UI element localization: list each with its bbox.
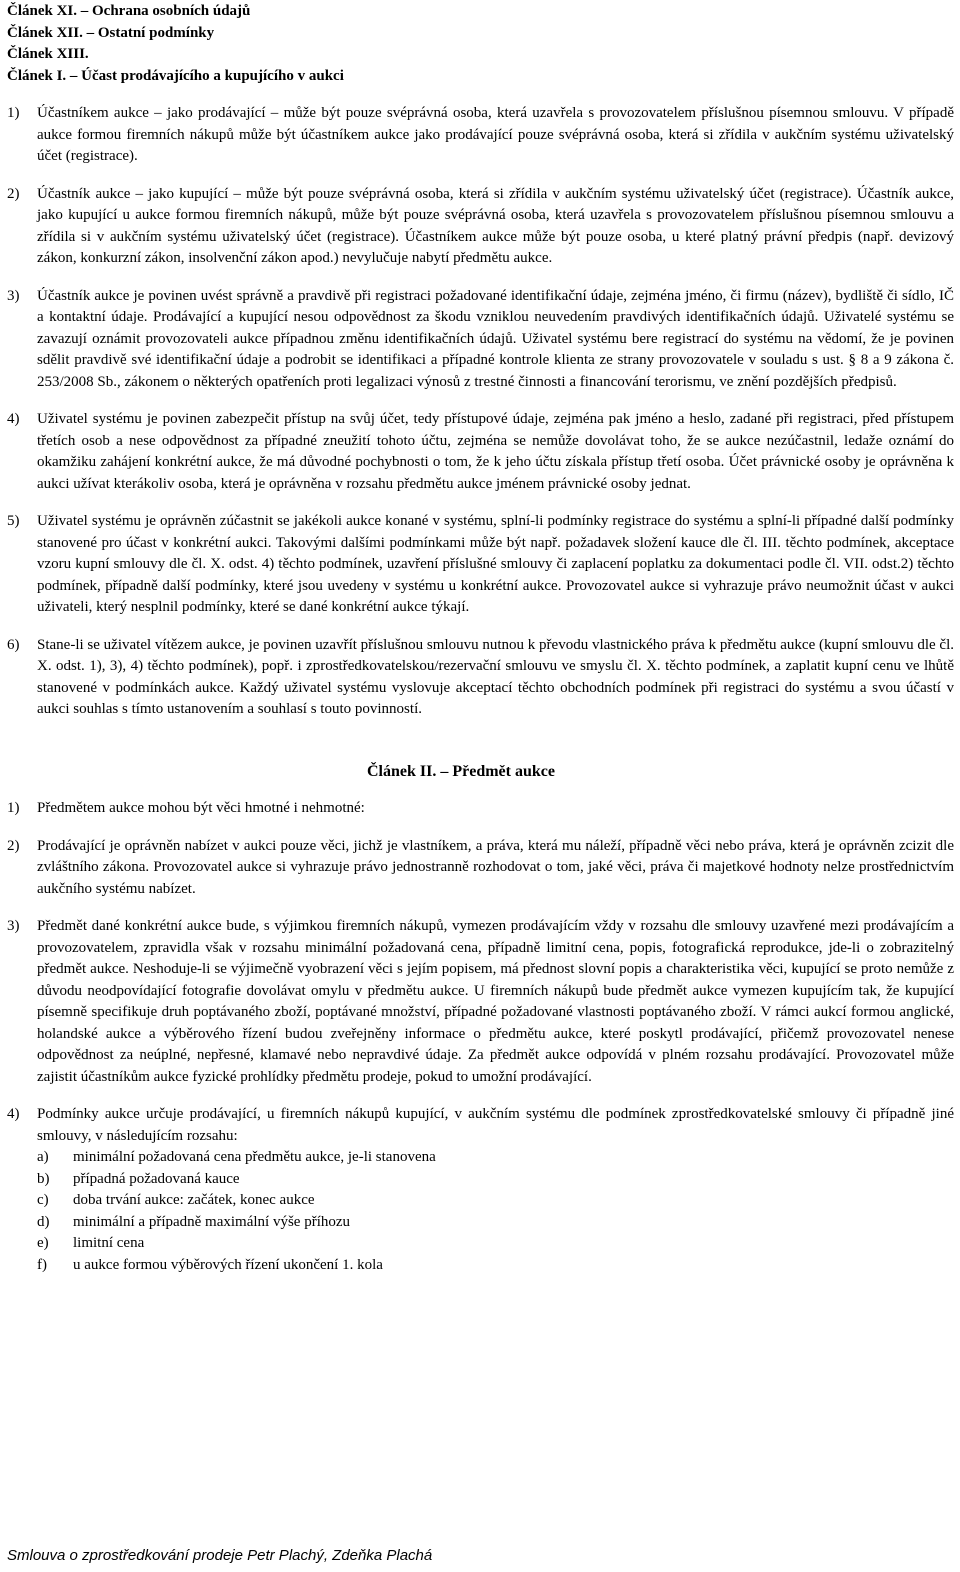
paragraph-number: 4) [7, 411, 20, 427]
paragraph [7, 103, 954, 168]
list-item [37, 1190, 954, 1212]
list-item-text: případná požadovaná kauce [73, 1170, 240, 1187]
paragraph-text: Uživatel systému je povinen zabezpečit přístup na svůj účet, tedy přístupové údaje, zejména pak jméno a heslo, zadané při registraci, před přístupem třetích osob a nese odpovědnost za případné zneužití tohoto účtu, zejména se nemůže dovolávat toho, že se aukce nezúčastnil, ledaže oznámí do okamžiku zahájení konkrétní aukce, že má důvodné pochybnosti o tom, že k jeho účtu získala přístup třetí osoba. Účet právnické osoby je oprávněna k aukci užívat kterákoliv osoba, která je oprávněna v rozsahu předmětu aukce jménem právnické osoby jednat. [37, 411, 954, 492]
document-page [7, 1, 954, 1276]
paragraph-text: Předmět dané konkrétní aukce bude, s výjimkou firemních nákupů, vymezen prodávajícím vždy v rozsahu dle smlouvy uzavřené mezi prodávajícím a provozovatelem, zpravidla však v rozsahu minimální požadovaná cena, případně limitní cena, popis, fotografická reprodukce, jde-li o zobrazitelný předmět aukce. Neshoduje-li se výjimečně vyobrazení věci s jejím popisem, má přednost slovní popis a charakteristika věci, kupující se proto nemůže z důvodu neodpovídající fotografie dovolávat omylu v předmětu aukce. U firemních nákupů bude předmět aukce vymezen kupujícím tak, že kupující písemně specifikuje druh poptávaného zboží, poptávané množství, případné požadované vlastnosti poptávaného zboží. V rámci aukcí formou anglické, holandské aukce a výběrového řízení budou zveřejněny informace o předmětu aukce, které poskytl prodávající, přičemž provozovatel nenese odpovědnost za neúplné, nepřesné, klamavé nebo nepravdivé údaje. Za předmět aukce odpovídá v plném rozsahu prodávající. Provozovatel může zajistit účastníkům aukce fyzické prohlídky předmětu prodeje, pokud to umožní prodávající. [37, 918, 954, 1085]
list-item [37, 1169, 954, 1191]
list-item [37, 1233, 954, 1255]
heading-article-xii: Článek XII. – Ostatní podmínky [7, 24, 215, 41]
article-i-body [7, 103, 954, 721]
list-item [37, 1147, 954, 1169]
paragraph-text: Účastník aukce – jako kupující – může být pouze svéprávná osoba, která si zřídila v aukčním systému uživatelský účet (registrace). Účastník aukce, jako kupující u aukce formou firemních nákupů, může být pouze svéprávná osoba, která uzavřela s provozovatelem příslušnou písemnou smlouvu a zřídila si v aukčním systému uživatelský účet (registrace). Účastníkem aukce může být pouze osoba, u které platný právní předpis (např. devizový zákon, konkurzní zákon, insolvenční zákon apod.) nevylučuje nabytí předmětu aukce. [37, 185, 954, 266]
paragraph-number: 1) [7, 800, 20, 816]
list-item-text: limitní cena [73, 1235, 145, 1251]
paragraph [7, 798, 954, 820]
paragraph-text: Účastníkem aukce – jako prodávající – může být pouze svéprávná osoba, která uzavřela s provozovatelem příslušnou písemnou smlouvu. V případě aukce formou firemních nákupů může být účastníkem aukce jako prodávající pouze svéprávná osoba, která si zřídila v aukčním systému uživatelský účet (registrace). [37, 105, 954, 164]
paragraph [7, 635, 954, 721]
paragraph [7, 409, 954, 495]
heading-article-xi: Článek XI. – Ochrana osobních údajů [7, 3, 251, 19]
paragraph-text: Stane-li se uživatel vítězem aukce, je povinen uzavřít příslušnou smlouvu nutnou k převodu vlastnického práva k předmětu aukce (kupní smlouvu dle čl. X. odst. 1), 3), 4) těchto podmínek), popř. i zprostředkovatelskou/rezervační smlouvu ve smyslu čl. X. těchto podmínek, a zaplatit kupní cenu ve lhůtě stanovené v podmínkách aukce. Každý uživatel systému vyslovuje akceptací těchto obchodních podmínek při registraci do systému a svou účastí v aukci souhlas s tímto ustanovením a souhlasí s touto povinností. [37, 636, 954, 717]
paragraph-number: 3) [7, 918, 20, 934]
list-letter: d) [37, 1213, 50, 1230]
conditions-list [37, 1147, 954, 1276]
paragraph [7, 511, 954, 619]
paragraph [7, 836, 954, 901]
list-item [37, 1255, 954, 1277]
paragraph-text: Podmínky aukce určuje prodávající, u firemních nákupů kupující, v aukčním systému dle podmínek zprostředkovatelské smlouvy či případně jiné smlouvy, v následujícím rozsahu: [37, 1106, 954, 1144]
paragraph-number: 5) [7, 513, 20, 529]
list-item-text: doba trvání aukce: začátek, konec aukce [73, 1192, 315, 1208]
list-letter: a) [37, 1149, 49, 1165]
article-ii-body [7, 798, 954, 1276]
list-letter: b) [37, 1170, 50, 1187]
paragraph [7, 916, 954, 1088]
paragraph-text: Předmětem aukce mohou být věci hmotné i nehmotné: [37, 800, 365, 816]
list-item-text: minimální a případně maximální výše příhozu [73, 1213, 351, 1230]
paragraph-number: 1) [7, 105, 20, 121]
paragraph-text: Prodávající je oprávněn nabízet v aukci pouze věci, jichž je vlastníkem, a práva, která mu náleží, případně věci nebo práva, která je oprávněn zcizit dle zvláštního zákona. Provozovatel aukce si vyhrazuje právo jednostranně rozhodovat o tom, jaké věci, práva či majetkové hodnoty nelze prostřednictvím aukčního systému nabízet. [37, 837, 954, 897]
paragraph-number: 3) [7, 287, 20, 304]
heading-article-ii: Článek II. – Předmět aukce [367, 762, 555, 780]
list-item-text: u aukce formou výběrových řízení ukončení 1. kola [73, 1256, 383, 1273]
paragraph [7, 184, 954, 270]
list-item [37, 1212, 954, 1234]
heading-article-i: Článek I. – Účast prodávajícího a kupujícího v aukci [7, 67, 344, 84]
list-letter: e) [37, 1235, 49, 1251]
paragraph-number: 4) [7, 1106, 20, 1122]
heading-article-xiii: Článek XIII. [7, 46, 89, 62]
paragraph-number: 2) [7, 837, 20, 854]
paragraph-text: Uživatel systému je oprávněn zúčastnit se jakékoli aukce konané v systému, splní-li podmínky registrace do systému a splní-li případné další podmínky stanovené pro účast v konkrétní aukci. Takovými dalšími podmínkami může být např. požadavek složení kauce dle čl. III. těchto podmínek, akceptace vzoru kupní smlouvy dle čl. X. odst. 4) těchto podmínek, uzavření příslušné smlouvy či zaplacení poplatku za dokumentaci podle čl. VII. odst.2) těchto podmínek, případně další podmínky, které jsou uvedeny v systému u konkrétní aukce. Provozovatel aukce si vyhrazuje právo neumožnit účast v aukci uživateli, který nesplnil podmínky, které se dané konkrétní aukce týkají. [37, 513, 954, 615]
article-heading-list [7, 1, 954, 87]
list-letter: c) [37, 1192, 49, 1208]
paragraph-number: 6) [7, 636, 20, 653]
paragraph-number: 2) [7, 185, 20, 202]
list-item-text: minimální požadovaná cena předmětu aukce, je-li stanovena [73, 1149, 436, 1165]
page-footer: Smlouva o zprostředkování prodeje Petr Plachý, Zdeňka Plachá [7, 1547, 433, 1564]
list-letter: f) [37, 1256, 47, 1273]
paragraph [7, 286, 954, 394]
paragraph-text: Účastník aukce je povinen uvést správně a pravdivě při registraci požadované identifikační údaje, zejména jméno, či firmu (název), bydliště či sídlo, IČ a kontaktní údaje. Prodávající a kupující nesou odpovědnost za škodu vzniklou neuvedením pravdivých identifikačních údajů. Uživatelé systému se zavazují oznámit provozovateli aukce případnou změnu identifikačních údajů. Uživatel systému bere registrací do systému na vědomí, že je povinen sdělit pravdivě své identifikační údaje a podrobit se identifikaci a případné kontrole klienta ze strany provozovatele v souladu s ust. § 8 a 9 zákona č. 253/2008 Sb., zákonem o některých opatřeních proti legalizaci výnosů z trestné činnosti a financování terorismu, ve znění pozdějších předpisů. [37, 287, 954, 390]
paragraph [7, 1104, 954, 1276]
